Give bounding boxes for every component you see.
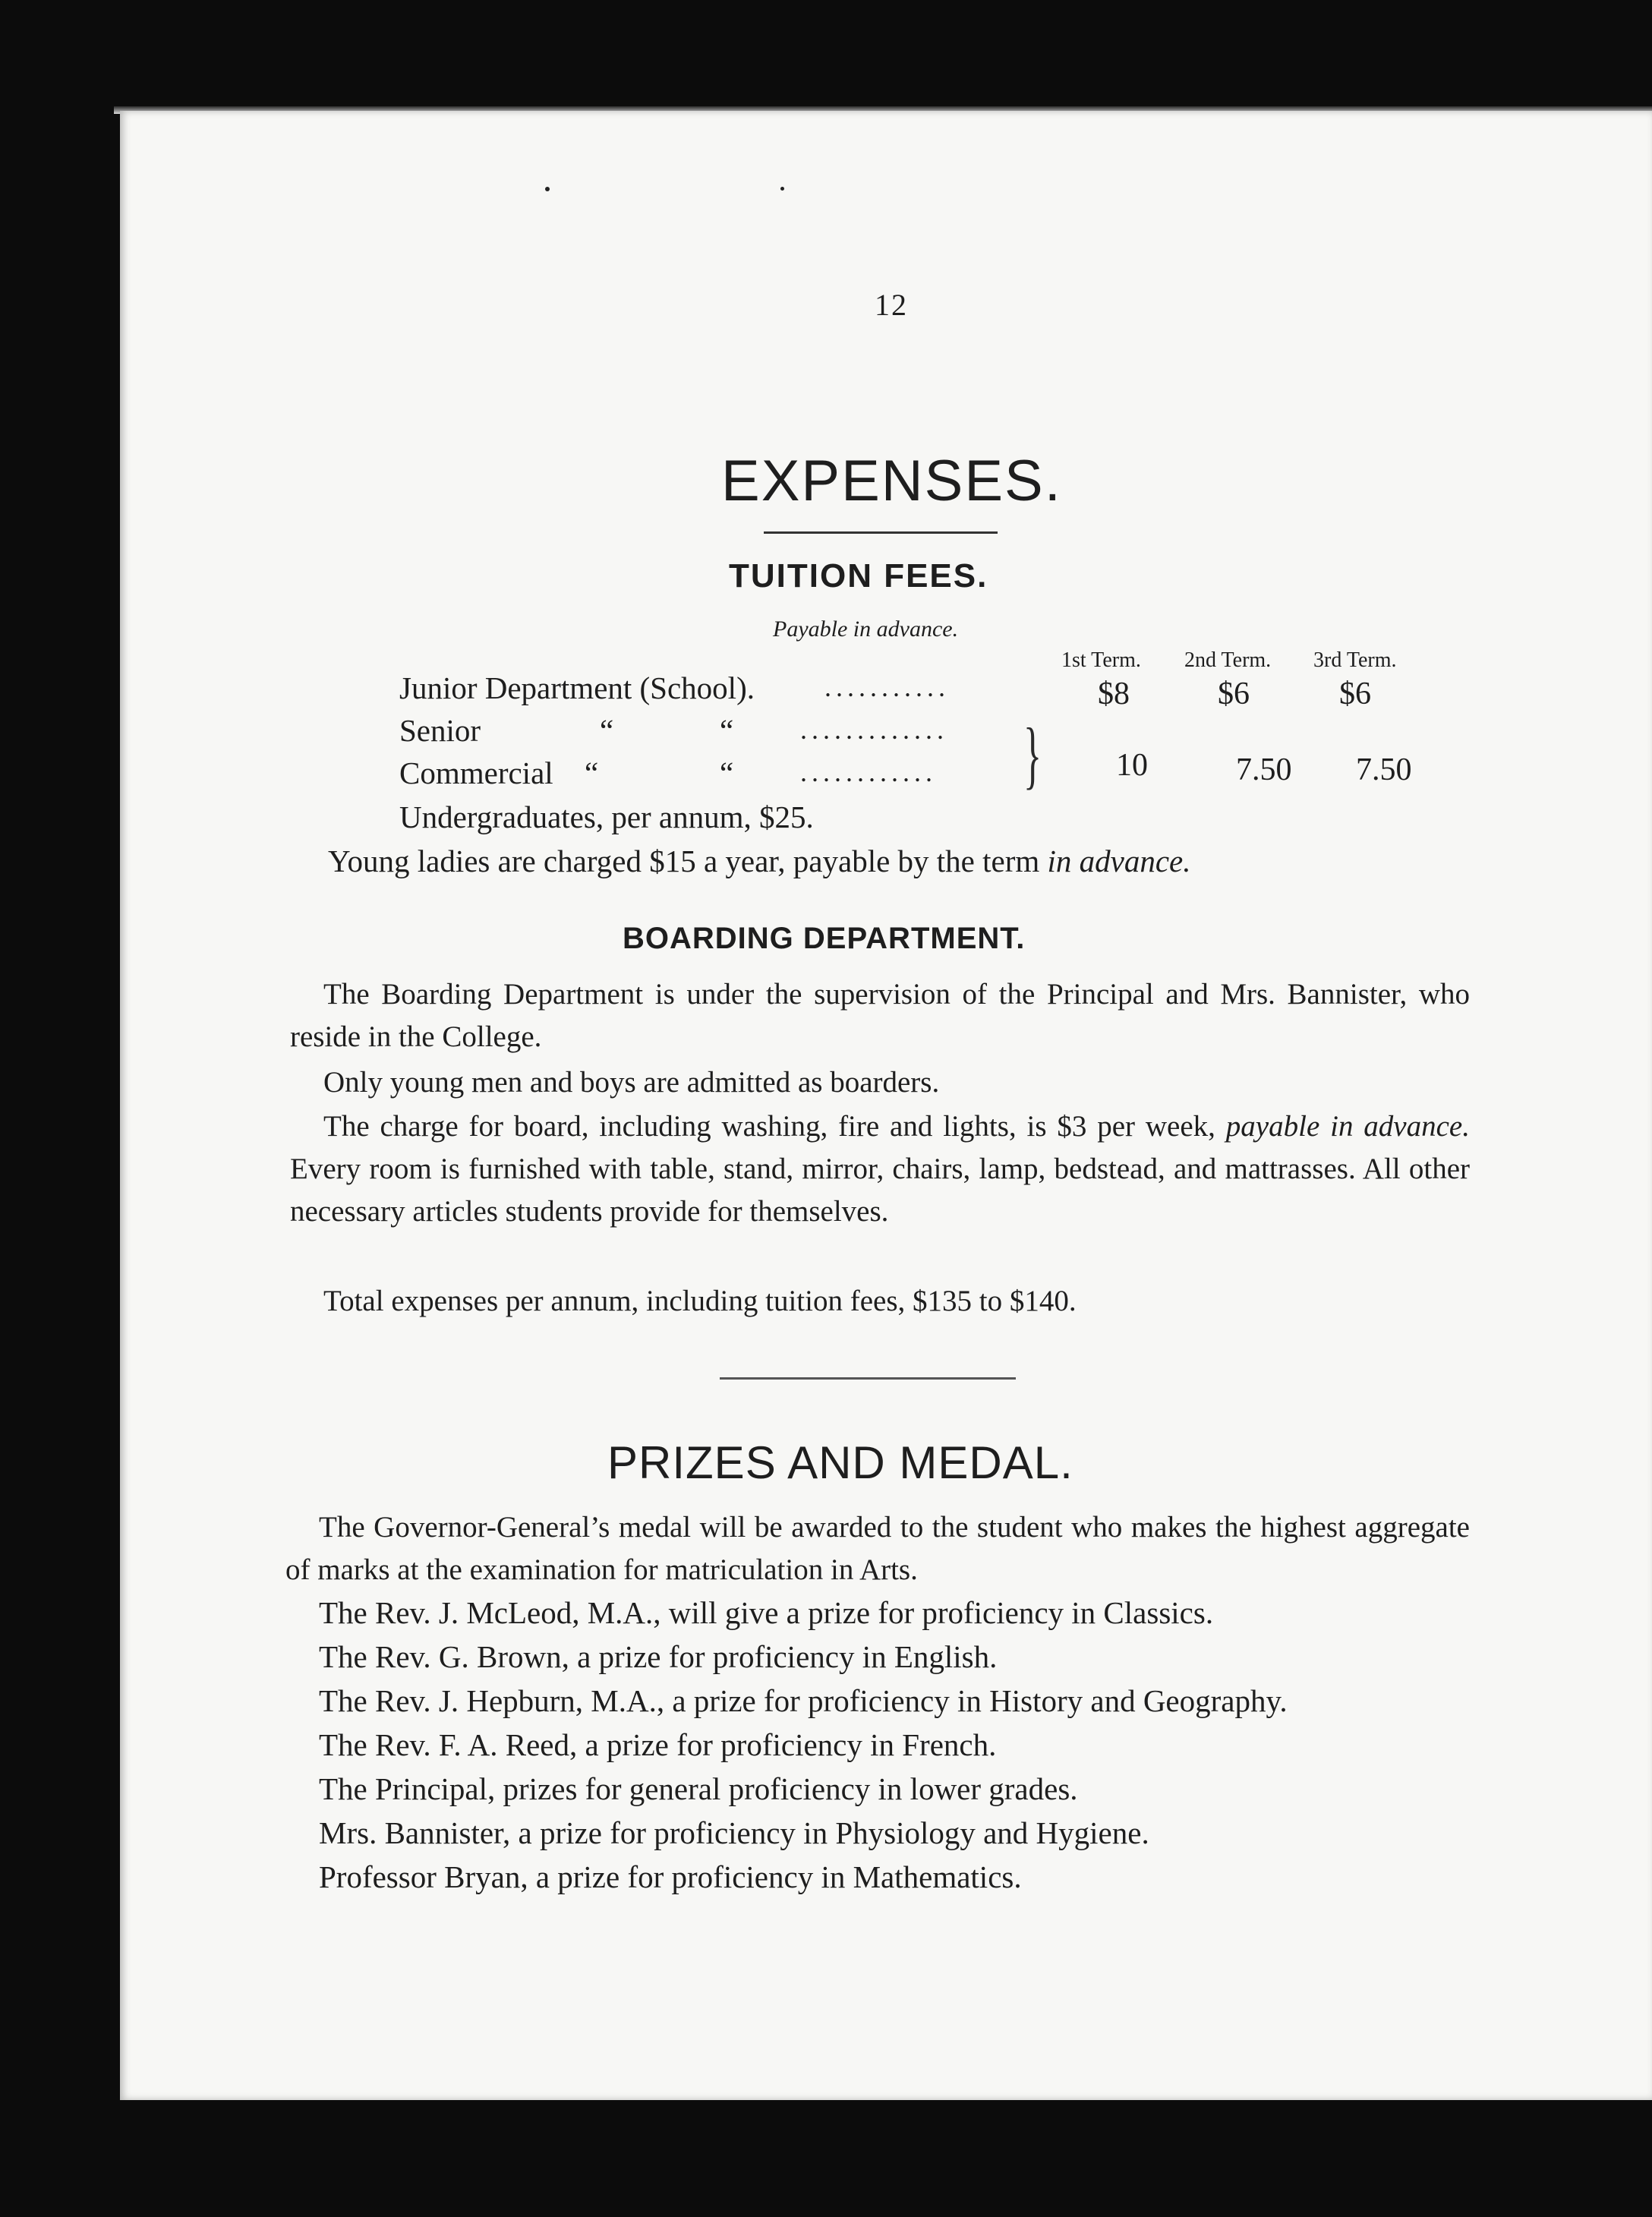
page-number: 12 — [875, 288, 908, 322]
fee-row-ditto-commercial-2: “ — [720, 755, 734, 790]
title-rule — [764, 531, 998, 534]
fee-senior-commercial-term3: 7.50 — [1356, 752, 1412, 787]
fee-row-leader-junior: ........... — [824, 672, 950, 702]
boarding-paragraph-3: The charge for board, including washing, fire and lights, is $3 per week, payable in advance. Every room is furnished with table, stand, mirror, chairs, lamp, bedstead, and mattrasses. All other necessary articles students provide for themselves. — [290, 1110, 1470, 1228]
prize-line-french: The Rev. F. A. Reed, a prize for proficiency in French. — [319, 1727, 997, 1762]
boarding-paragraph-4: Total expenses per annum, including tuition fees, $135 to $140. — [323, 1285, 1077, 1317]
term-header-1: 1st Term. — [1061, 648, 1141, 672]
young-ladies-fee: Young ladies are charged $15 a year, payable by the term in advance. — [328, 844, 1191, 878]
fee-row-leader-senior: ............. — [800, 714, 948, 745]
prize-line-classics: The Rev. J. McLeod, M.A., will give a prize for proficiency in Classics. — [319, 1595, 1214, 1630]
fee-senior-commercial-term2: 7.50 — [1236, 752, 1292, 787]
section-rule — [720, 1377, 1016, 1380]
fee-row-ditto-commercial-1: “ — [585, 755, 599, 790]
payable-note: Payable in advance. — [773, 617, 959, 642]
term-header-3: 3rd Term. — [1313, 648, 1397, 672]
prize-line-history: The Rev. J. Hepburn, M.A., a prize for proficiency in History and Geography. — [319, 1683, 1288, 1718]
fee-row-label-commercial: Commercial — [399, 755, 553, 790]
fee-row-ditto-senior-1: “ — [600, 713, 614, 748]
prizes-title: PRIZES AND MEDAL. — [607, 1437, 1073, 1488]
prize-line-mathematics: Professor Bryan, a prize for proficiency in Mathematics. — [319, 1859, 1022, 1894]
prize-line-general: The Principal, prizes for general proficiency in lower grades. — [319, 1771, 1078, 1806]
fee-senior-commercial-term1: 10 — [1116, 748, 1148, 783]
fee-junior-term2: $6 — [1218, 676, 1250, 711]
term-header-2: 2nd Term. — [1184, 648, 1272, 672]
fee-row-leader-commercial: ............ — [800, 757, 937, 787]
speck-mark — [780, 187, 784, 191]
expenses-title: EXPENSES. — [721, 449, 1062, 513]
grouping-brace: } — [1023, 712, 1042, 796]
fee-row-label-senior: Senior — [399, 713, 481, 748]
fee-junior-term3: $6 — [1339, 676, 1371, 711]
prize-line-english: The Rev. G. Brown, a prize for proficiency in English. — [319, 1639, 998, 1674]
fee-row-ditto-senior-2: “ — [720, 713, 734, 748]
tuition-heading: TUITION FEES. — [729, 557, 988, 594]
prize-line-physiology: Mrs. Bannister, a prize for proficiency in Physiology and Hygiene. — [319, 1815, 1149, 1850]
prizes-paragraph-1: The Governor-General’s medal will be awarded to the student who makes the highest aggregate of marks at the examination for matriculation in Arts. — [285, 1511, 1470, 1586]
speck-mark — [545, 187, 550, 191]
boarding-heading: BOARDING DEPARTMENT. — [623, 922, 1026, 955]
boarding-paragraph-2: Only young men and boys are admitted as boarders. — [323, 1066, 940, 1099]
undergraduates-fee: Undergraduates, per annum, $25. — [399, 799, 814, 834]
boarding-paragraph-1: The Boarding Department is under the supervision of the Principal and Mrs. Bannister, who reside in the College. — [290, 978, 1470, 1053]
fee-junior-term1: $8 — [1098, 676, 1130, 711]
fee-row-label-junior: Junior Department (School). — [399, 670, 755, 705]
